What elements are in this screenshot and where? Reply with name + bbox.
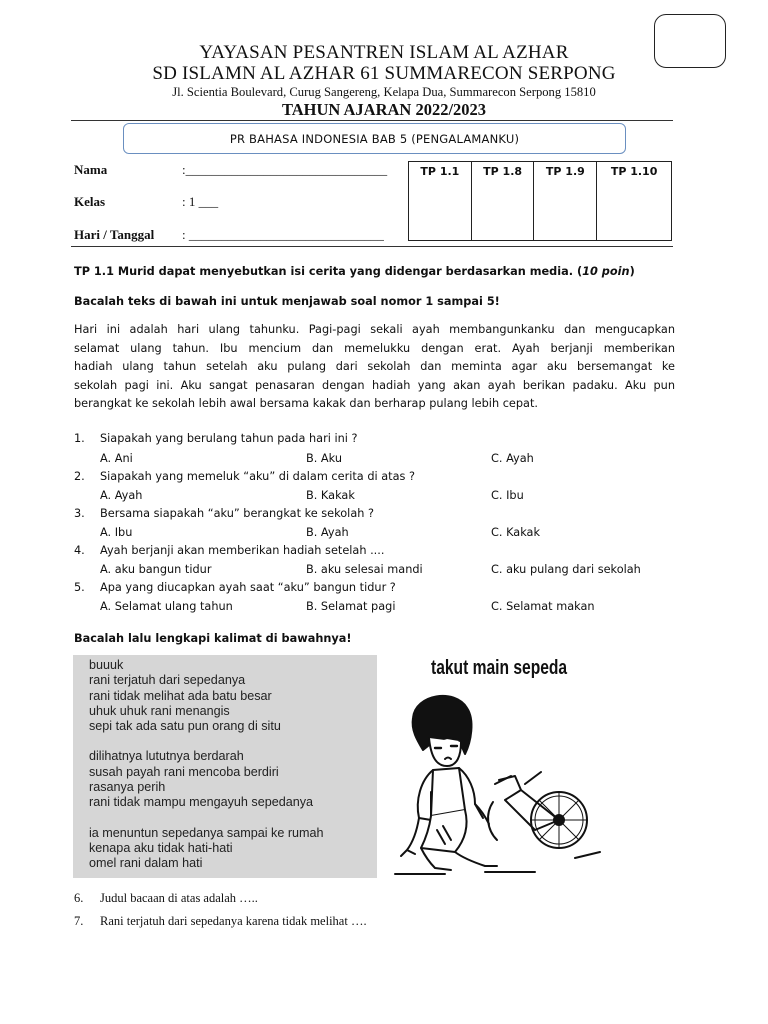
question-text: Rani terjatuh dari sepedanya karena tidak melihat …. xyxy=(100,914,367,928)
question-number: 7. xyxy=(74,914,84,928)
option-b[interactable]: B. Selamat pagi xyxy=(306,600,396,613)
story-line: selamat ulang tahun. Ibu mencium dan memelukku dengan erat. Ayah berjanji memberikan xyxy=(74,341,675,355)
option-a[interactable]: A. Ani xyxy=(100,452,133,465)
poem-line: dilihatnya lututnya berdarah xyxy=(89,749,244,764)
instruction-1: Bacalah teks di bawah ini untuk menjawab soal nomor 1 sampai 5! xyxy=(74,295,500,308)
poem-line: kenapa aku tidak hati-hati xyxy=(89,840,233,855)
date-field[interactable]: : ______________________________ xyxy=(182,227,384,242)
tp-score-table xyxy=(408,161,672,241)
option-b[interactable]: B. Aku xyxy=(306,452,343,465)
header-divider xyxy=(71,120,673,121)
question-text: Bersama siapakah “aku” berangkat ke sekolah ? xyxy=(100,507,374,520)
instruction-2: Bacalah lalu lengkapi kalimat di bawahnya! xyxy=(74,632,352,645)
poem-line: buuuk xyxy=(89,658,124,672)
date-label: Hari / Tanggal xyxy=(74,227,155,242)
question-number: 4. xyxy=(74,544,85,557)
tp-header: TP 1.1 xyxy=(409,162,472,241)
option-a[interactable]: A. Ibu xyxy=(100,526,133,539)
option-c[interactable]: C. Selamat makan xyxy=(491,600,595,613)
girl-fallen-bicycle-illustration xyxy=(385,680,610,880)
poem-line: rani tidak mampu mengayuh sepedanya xyxy=(89,795,314,810)
option-b[interactable]: B. aku selesai mandi xyxy=(306,563,423,576)
identity-divider xyxy=(71,246,673,247)
name-label: Nama xyxy=(74,162,108,177)
option-a[interactable]: A. Ayah xyxy=(100,489,143,502)
story-text xyxy=(74,321,675,414)
class-label: Kelas xyxy=(74,194,106,209)
question-text: Siapakah yang berulang tahun pada hari ini ? xyxy=(100,432,358,445)
poem-line: ia menuntun sepedanya sampai ke rumah xyxy=(89,825,324,840)
poem-line: rasanya perih xyxy=(89,780,166,795)
class-field[interactable]: : 1 ___ xyxy=(182,194,219,209)
poem-gap xyxy=(89,734,324,749)
option-c[interactable]: C. aku pulang dari sekolah xyxy=(491,563,641,576)
objective-points: 10 poin xyxy=(582,265,630,278)
poem-text xyxy=(89,658,324,872)
school-name: SD ISLAMN AL AZHAR 61 SUMMARECON SERPONG xyxy=(152,63,616,84)
question-number: 6. xyxy=(74,891,84,905)
option-c[interactable]: C. Kakak xyxy=(491,526,541,539)
objective-text: TP 1.1 Murid dapat menyebutkan isi cerita yang didengar berdasarkan media. ( xyxy=(74,265,583,278)
poem-line: omel rani dalam hati xyxy=(89,856,203,871)
poem-line: rani tidak melihat ada batu besar xyxy=(89,688,272,703)
objective xyxy=(74,265,635,278)
academic-year: TAHUN AJARAN 2022/2023 xyxy=(281,100,487,119)
poem-line: rani terjatuh dari sepedanya xyxy=(89,673,246,688)
question-number: 2. xyxy=(74,470,85,483)
tp-header: TP 1.10 xyxy=(597,162,672,241)
question-text: Judul bacaan di atas adalah ….. xyxy=(100,891,258,905)
option-b[interactable]: B. Kakak xyxy=(306,489,355,502)
option-a[interactable]: A. Selamat ulang tahun xyxy=(100,600,233,613)
story-line: hadiah ulang tahun setelah aku pulang dari sekolah dan meminta agar aku bersemangat ke xyxy=(74,360,675,374)
poem-line: uhuk uhuk rani menangis xyxy=(89,703,230,718)
story-line: berangkat ke sekolah lebih awal bersama kakak dan berharap pulang lebih cepat. xyxy=(74,397,538,411)
question-number: 1. xyxy=(74,432,85,445)
poem-line: susah payah rani mencoba berdiri xyxy=(89,764,279,779)
story-line: sekolah pagi ini. Aku sangat penasaran dengan hadiah yang akan ayah berikan padaku. Aku pun xyxy=(74,378,675,392)
option-a[interactable]: A. aku bangun tidur xyxy=(100,563,212,576)
subject-title: PR BAHASA INDONESIA BAB 5 (PENGALAMANKU) xyxy=(123,123,626,154)
tp-header: TP 1.9 xyxy=(534,162,597,241)
question-number: 3. xyxy=(74,507,85,520)
question-text: Apa yang diucapkan ayah saat “aku” bangun tidur ? xyxy=(100,581,396,594)
name-field[interactable]: :_______________________________ xyxy=(182,162,388,177)
question-text: Siapakah yang memeluk “aku” di dalam cerita di atas ? xyxy=(100,470,415,483)
option-c[interactable]: C. Ayah xyxy=(491,452,534,465)
illustration-title: takut main sepeda xyxy=(431,657,568,679)
story-line: Hari ini adalah hari ulang tahunku. Pagi-pagi sekali ayah membangunkanku dan mengucapkan xyxy=(74,323,675,336)
poem-gap xyxy=(89,811,324,826)
tp-header: TP 1.8 xyxy=(471,162,534,241)
question-number: 5. xyxy=(74,581,85,594)
school-address: Jl. Scientia Boulevard, Curug Sangereng, Kelapa Dua, Summarecon Serpong 15810 xyxy=(172,85,596,99)
objective-close: ) xyxy=(629,265,635,278)
question-text: Ayah berjanji akan memberikan hadiah setelah .... xyxy=(100,544,385,557)
foundation-name: YAYASAN PESANTREN ISLAM AL AZHAR xyxy=(199,42,569,63)
option-c[interactable]: C. Ibu xyxy=(491,489,524,502)
poem-line: sepi tak ada satu pun orang di situ xyxy=(89,719,281,734)
option-b[interactable]: B. Ayah xyxy=(306,526,349,539)
